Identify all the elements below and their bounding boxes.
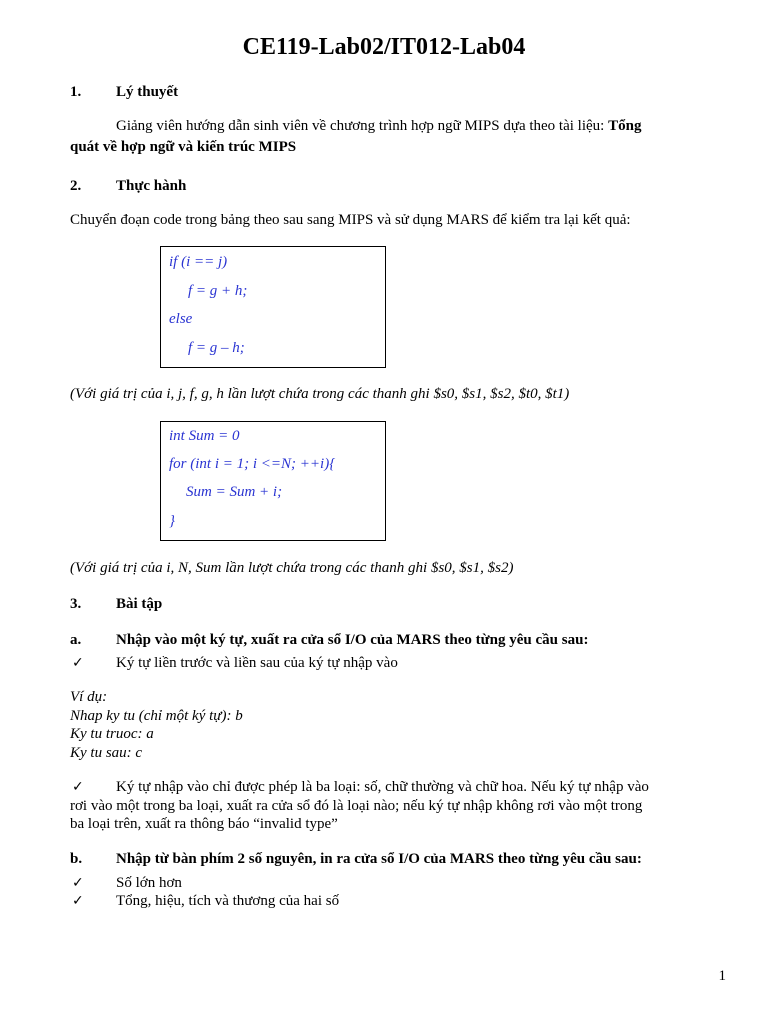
section-1-bold-a: Tổng [608, 118, 642, 134]
checkmark-icon: ✓ [72, 875, 84, 891]
b-item-2: Tổng, hiệu, tích và thương của hai số [116, 893, 340, 909]
code-line: if (i == j) [169, 254, 228, 270]
subsection-a-heading: Nhập vào một ký tự, xuất ra cửa sổ I/O của MARS theo từng yêu cầu sau: [116, 632, 589, 648]
code-box-if-else [160, 246, 386, 368]
note-registers-1: (Với giá trị của i, j, f, g, h lần lượt chứa trong các thanh ghi $s0, $s1, $s2, $t0, $t1) [70, 386, 570, 402]
checkmark-icon: ✓ [72, 779, 84, 795]
subsection-b-label: b. [70, 851, 83, 867]
example-line: Ví dụ: [70, 689, 108, 705]
section-1-plain: Giảng viên hướng dẫn sinh viên về chương trình hợp ngữ MIPS dựa theo tài liệu: [116, 118, 609, 134]
section-1-number: 1. [70, 84, 82, 100]
a-item-1: Ký tự liền trước và liền sau của ký tự nhập vào [116, 655, 398, 671]
section-3-number: 3. [70, 596, 82, 612]
note-registers-2: (Với giá trị của i, N, Sum lần lượt chứa trong các thanh ghi $s0, $s1, $s2) [70, 560, 514, 576]
code-line: f = g – h; [188, 340, 245, 356]
code-line: } [169, 513, 175, 529]
code-line: for (int i = 1; i <=N; ++i){ [169, 456, 336, 472]
code-line: int Sum = 0 [169, 428, 240, 444]
section-1-text [116, 118, 641, 135]
a-item-2-line: Ký tự nhập vào chỉ được phép là ba loại: số, chữ thường và chữ hoa. Nếu ký tự nhập vào [116, 779, 649, 795]
section-3-heading: Bài tập [116, 596, 163, 612]
code-line: else [169, 311, 193, 327]
page-title: CE119-Lab02/IT012-Lab04 [242, 34, 526, 60]
checkmark-icon: ✓ [72, 655, 84, 671]
section-1-bold-b: quát về hợp ngữ và kiến trúc MIPS [70, 139, 297, 155]
page-number: 1 [718, 968, 726, 984]
a-item-2-line: ba loại trên, xuất ra thông báo “invalid type” [70, 816, 338, 832]
section-2-number: 2. [70, 178, 82, 194]
subsection-b-heading: Nhập từ bàn phím 2 số nguyên, in ra cửa sổ I/O của MARS theo từng yêu cầu sau: [116, 851, 642, 867]
b-item-1: Số lớn hơn [116, 875, 182, 891]
code-box-sum-loop [160, 421, 386, 541]
section-2-heading: Thực hành [116, 178, 187, 194]
example-line: Nhap ky tu (chỉ một ký tự): b [70, 708, 243, 724]
section-2-intro: Chuyển đoạn code trong bảng theo sau sang MIPS và sử dụng MARS để kiểm tra lại kết quả: [70, 212, 631, 228]
subsection-a-label: a. [70, 632, 82, 648]
example-line: Ky tu sau: c [70, 745, 143, 761]
example-line: Ky tu truoc: a [70, 726, 154, 742]
section-1-heading: Lý thuyết [116, 84, 179, 100]
checkmark-icon: ✓ [72, 893, 84, 909]
code-line: Sum = Sum + i; [186, 484, 283, 500]
code-line: f = g + h; [188, 283, 248, 299]
a-item-2-line: rơi vào một trong ba loại, xuất ra cửa sổ đó là loại nào; nếu ký tự nhập không rơi vào một trong [70, 798, 643, 814]
